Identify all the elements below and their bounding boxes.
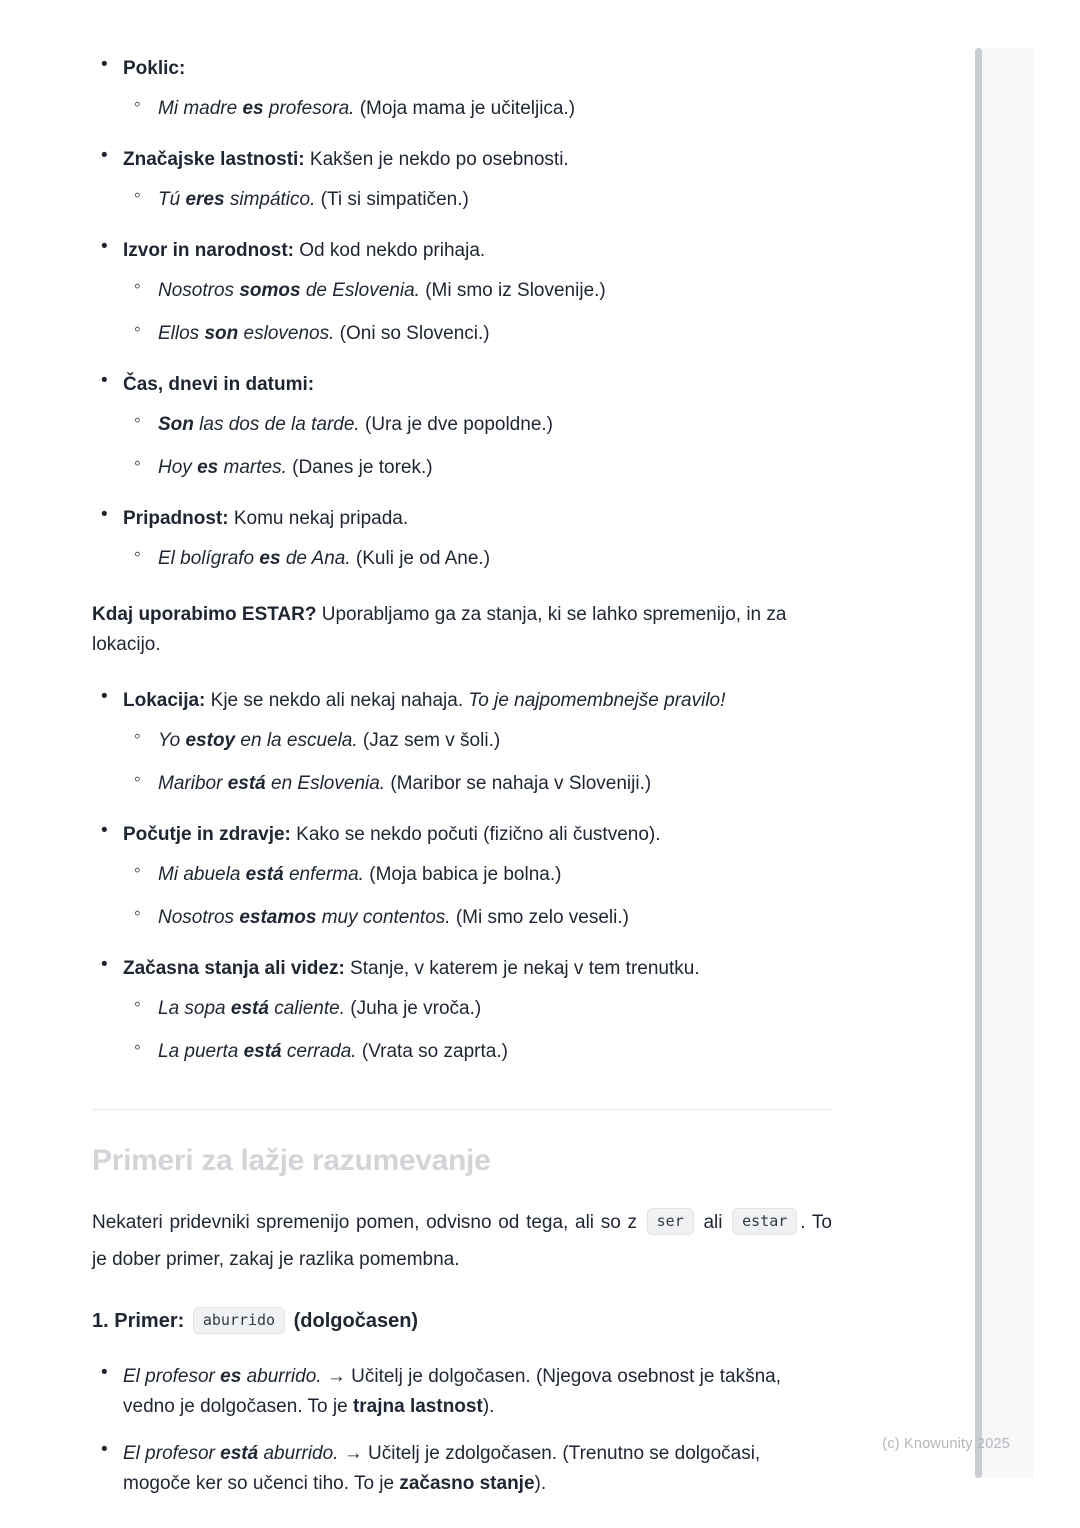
text-segment: muy contentos.	[316, 907, 451, 929]
text-segment: Kakšen je nekdo po osebnosti.	[304, 149, 569, 171]
examples-sublist	[123, 276, 832, 349]
text-segment: Uporabljamo ga za stanja, ki se lahko spremenijo, in za lokacijo.	[92, 604, 787, 656]
text-segment: profesora.	[263, 98, 355, 120]
inline-code-chip: estar	[732, 1208, 797, 1235]
text-segment: La sopa	[158, 998, 231, 1020]
rule-headline	[123, 820, 832, 850]
text-segment: (Ti si simpatičen.)	[315, 189, 469, 211]
examples-sublist	[123, 185, 832, 215]
text-segment: Od kod nekdo prihaja.	[294, 240, 486, 262]
text-segment: es	[220, 1366, 242, 1388]
list-item	[92, 145, 832, 215]
example-item	[92, 1439, 832, 1499]
examples-sublist	[123, 726, 832, 799]
text-segment: está	[243, 1041, 282, 1063]
example-text	[158, 864, 561, 885]
example-text	[158, 907, 629, 928]
example-text	[158, 280, 606, 301]
text-segment: estoy	[185, 730, 236, 752]
text-segment: Izvor in narodnost:	[123, 240, 294, 262]
ser-rules-list	[92, 54, 832, 574]
examples-sublist	[123, 994, 832, 1067]
rule-headline	[123, 370, 832, 400]
list-item	[92, 954, 832, 1067]
text-segment: Kje se nekdo ali nekaj nahaja.	[205, 690, 469, 712]
example-text	[158, 773, 651, 794]
text-segment: trajna lastnost	[352, 1396, 483, 1418]
text-segment: (Oni so Slovenci.)	[334, 323, 490, 345]
text-segment: Mi abuela	[158, 864, 246, 886]
text-segment: El profesor	[123, 1366, 221, 1388]
text-segment: es	[259, 548, 281, 570]
text-segment: (Vrata so zaprta.)	[356, 1041, 508, 1063]
inline-code-chip: ser	[647, 1208, 694, 1235]
example-item	[123, 185, 832, 215]
text-segment: Kako se nekdo počuti (fizično ali čustveno).	[290, 824, 661, 846]
text-segment: → Učitelj je zdolgočasen. (Trenutno se dolgočasi, mogoče ker so učenci tiho. To je	[123, 1443, 761, 1495]
text-segment: Lokacija:	[123, 690, 206, 712]
text-segment: simpático.	[224, 189, 316, 211]
text-segment: Yo	[158, 730, 186, 752]
text-segment: Tú	[158, 189, 186, 211]
text-segment: es	[197, 457, 219, 479]
text-segment: Stanje, v katerem je nekaj v tem trenutku.	[344, 958, 700, 980]
text-segment: caliente.	[268, 998, 345, 1020]
text-segment: Značajske lastnosti:	[123, 149, 305, 171]
rule-headline	[123, 686, 832, 716]
estar-rules-list	[92, 686, 832, 1067]
example-item	[92, 1362, 832, 1422]
example-text	[123, 1443, 760, 1494]
text-segment: Nosotros	[158, 280, 240, 302]
example-item	[123, 94, 832, 124]
text-segment: Pripadnost:	[123, 508, 229, 530]
rule-headline	[123, 54, 832, 84]
text-segment: aburrido.	[241, 1366, 322, 1388]
text-segment: (Moja mama je učiteljica.)	[354, 98, 576, 120]
text-segment: (Maribor se nahaja v Sloveniji.)	[385, 773, 652, 795]
rule-headline	[123, 236, 832, 266]
example-item	[123, 319, 832, 349]
text-segment: (Mi smo zelo veseli.)	[450, 907, 629, 929]
section-divider	[92, 1109, 832, 1110]
text-segment: Komu nekaj pripada.	[228, 508, 409, 530]
text-segment: El bolígrafo	[158, 548, 260, 570]
list-item	[92, 686, 832, 799]
text-segment: en la escuela.	[235, 730, 358, 752]
text-segment: Počutje in zdravje:	[123, 824, 291, 846]
section-heading: Primeri za lažje razumevanje	[92, 1144, 491, 1178]
text-segment: (Juha je vroča.)	[344, 998, 482, 1020]
examples-intro-paragraph	[92, 1204, 832, 1278]
examples-sublist	[123, 860, 832, 933]
text-segment: martes.	[218, 457, 287, 479]
primer-examples-list	[92, 1362, 832, 1499]
text-segment: estamos	[239, 907, 317, 929]
text-segment: 1. Primer:	[92, 1310, 190, 1333]
text-segment: está	[245, 864, 284, 886]
text-segment: Čas, dnevi in datumi:	[123, 374, 315, 396]
list-item	[92, 820, 832, 933]
document-content	[92, 54, 832, 1516]
estar-intro-paragraph	[92, 600, 832, 660]
examples-sublist	[123, 94, 832, 124]
text-segment: Hoy	[158, 457, 198, 479]
text-segment: de Eslovenia.	[300, 280, 420, 302]
example-item	[123, 903, 832, 933]
text-segment: Maribor	[158, 773, 228, 795]
text-segment: (Ura je dve popoldne.)	[359, 414, 553, 436]
text-segment: somos	[239, 280, 301, 302]
primer-label	[92, 1306, 832, 1338]
inline-code-chip: aburrido	[193, 1307, 285, 1334]
examples-sublist	[123, 410, 832, 483]
example-text	[158, 457, 433, 478]
examples-sublist	[123, 544, 832, 574]
example-item	[123, 453, 832, 483]
example-text	[158, 189, 469, 210]
text-segment: eres	[185, 189, 225, 211]
example-item	[123, 860, 832, 890]
text-segment: aburrido.	[258, 1443, 339, 1465]
text-segment: está	[230, 998, 269, 1020]
text-segment: Son	[158, 414, 194, 436]
text-segment: (Kuli je od Ane.)	[350, 548, 491, 570]
rule-headline	[123, 504, 832, 534]
example-item	[123, 276, 832, 306]
text-segment: La puerta	[158, 1041, 244, 1063]
text-segment: → Učitelj je dolgočasen. (Njegova osebnost je takšna, vedno je dolgočasen. To je	[123, 1366, 781, 1418]
next-page-preview[interactable]	[982, 48, 1033, 1478]
list-item	[92, 504, 832, 574]
text-segment: Poklic:	[123, 58, 186, 79]
copyright-watermark: (c) Knowunity 2025	[882, 1436, 1010, 1452]
example-item	[123, 994, 832, 1024]
example-text	[123, 1366, 781, 1417]
text-segment: El profesor	[123, 1443, 221, 1465]
text-segment: son	[204, 323, 239, 345]
example-item	[123, 410, 832, 440]
list-item	[92, 370, 832, 483]
text-segment: To je najpomembnejše pravilo!	[468, 690, 726, 712]
text-segment: las dos de la tarde.	[193, 414, 360, 436]
text-segment: está	[220, 1443, 259, 1465]
text-segment: (dolgočasen)	[288, 1310, 419, 1333]
text-segment: cerrada.	[281, 1041, 357, 1063]
text-segment: Kdaj uporabimo ESTAR?	[92, 604, 317, 626]
text-segment: ).	[534, 1473, 547, 1495]
text-segment: eslovenos.	[238, 323, 335, 345]
example-item	[123, 769, 832, 799]
text-segment: de Ana.	[280, 548, 351, 570]
text-segment: začasno stanje	[399, 1473, 535, 1495]
text-segment: ali	[696, 1212, 730, 1234]
scrollbar[interactable]	[975, 48, 982, 1478]
example-text	[158, 730, 500, 751]
text-segment: Začasna stanja ali videz:	[123, 958, 345, 980]
text-segment: es	[242, 98, 264, 120]
text-segment: (Moja babica je bolna.)	[363, 864, 562, 886]
text-segment: Ellos	[158, 323, 205, 345]
text-segment: (Danes je torek.)	[286, 457, 433, 479]
text-segment: (Jaz sem v šoli.)	[357, 730, 501, 752]
list-item	[92, 54, 832, 124]
example-text	[158, 998, 481, 1019]
example-item	[123, 1037, 832, 1067]
text-segment: está	[227, 773, 266, 795]
text-segment: Nekateri pridevniki spremenijo pomen, odvisno od tega, ali so z	[92, 1212, 644, 1234]
rule-headline	[123, 954, 832, 984]
example-item	[123, 544, 832, 574]
right-rail	[975, 48, 1033, 1478]
example-text	[158, 323, 490, 344]
text-segment: Nosotros	[158, 907, 240, 929]
text-segment: en Eslovenia.	[265, 773, 386, 795]
example-text	[158, 98, 575, 119]
text-segment: ).	[482, 1396, 495, 1418]
text-segment: (Mi smo iz Slovenije.)	[419, 280, 606, 302]
text-segment: . To je dober primer, zakaj je razlika pomembna.	[92, 1212, 832, 1271]
rule-headline	[123, 145, 832, 175]
example-text	[158, 548, 490, 569]
example-text	[158, 414, 553, 435]
example-item	[123, 726, 832, 756]
example-text	[158, 1041, 508, 1062]
text-segment: enferma.	[283, 864, 364, 886]
list-item	[92, 236, 832, 349]
text-segment: Mi madre	[158, 98, 243, 120]
